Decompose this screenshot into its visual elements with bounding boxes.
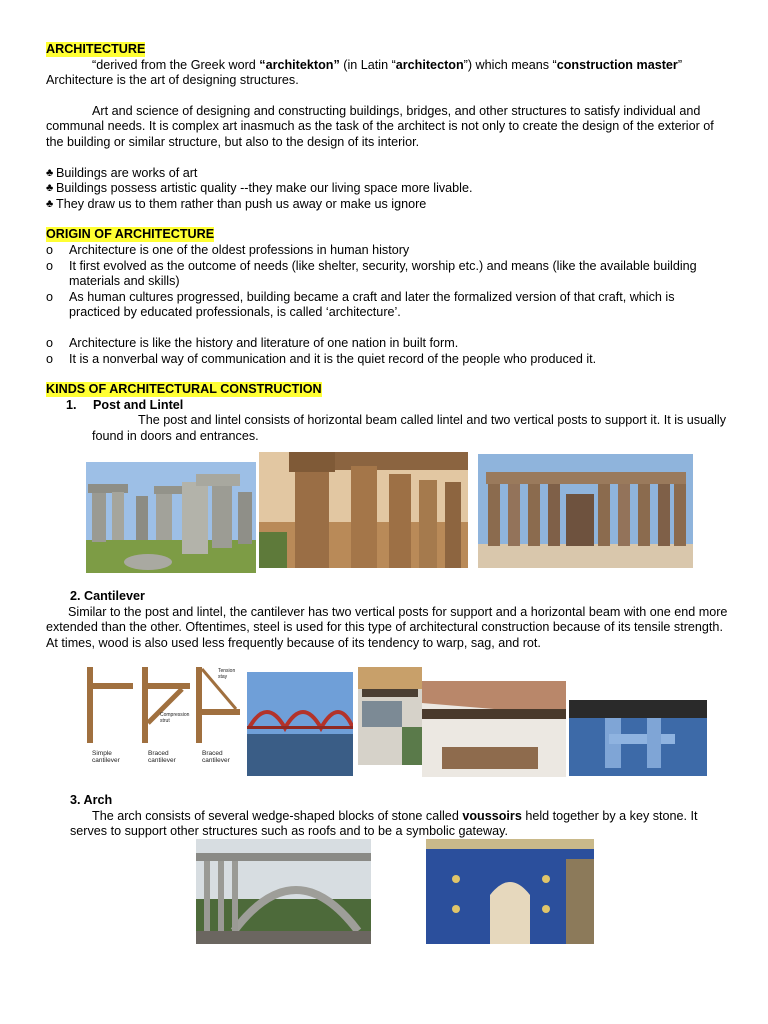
diagram-label: Braced cantilever bbox=[148, 750, 176, 764]
origin-list-b bbox=[46, 336, 726, 367]
section-architecture bbox=[46, 42, 726, 212]
list-item: o Architecture is one of the oldest professions in human history bbox=[46, 242, 410, 257]
egyptian-columns-photo bbox=[259, 452, 468, 568]
club-icon: ♣ bbox=[46, 166, 54, 179]
intro-paragraph: “derived from the Greek word “architekton” (in Latin “architecton”) which means “construction master” Architecture is the art of designing structures. bbox=[46, 57, 683, 88]
document-page bbox=[46, 42, 726, 444]
club-icon: ♣ bbox=[46, 197, 54, 210]
cantilever-title: 2. Cantilever bbox=[70, 589, 145, 603]
post-lintel-text: The post and lintel consists of horizontal beam called lintel and two vertical posts to support it. It is usually found in doors and entrances. bbox=[92, 413, 727, 443]
temple-colonnade-photo bbox=[478, 454, 693, 568]
arch-text: The arch consists of several wedge-shaped blocks of stone called voussoirs held together by a key stone. It serves to support other structures such as roofs and to be a symbolic gateway. bbox=[70, 808, 698, 839]
arch-title: 3. Arch bbox=[70, 793, 113, 807]
diagram-label: Braced cantilever bbox=[202, 750, 230, 764]
stonehenge-photo bbox=[86, 462, 256, 573]
definition-paragraph: Art and science of designing and constructing buildings, bridges, and other structures to satisfy individual and communal needs. It is complex art inasmuch as the task of the architect is not only to create the design of the exterior of the building or similar structure, but also to the design of its interior. bbox=[46, 103, 714, 149]
list-item: o As human cultures progressed, building became a craft and later the formalized version of that craft, which is practiced by educated professionals, is called ‘architecture’. bbox=[46, 289, 675, 320]
cantilever-house-photo bbox=[358, 667, 422, 765]
list-item: ♣ Buildings possess artistic quality --they make our living space more livable. bbox=[46, 181, 473, 196]
list-item: o It is a nonverbal way of communication and it is the quiet record of the people who produced it. bbox=[46, 351, 597, 366]
pool-reflection-photo bbox=[569, 700, 707, 776]
section-kinds bbox=[46, 382, 726, 444]
heading-kinds: KINDS OF ARCHITECTURAL CONSTRUCTION bbox=[46, 382, 322, 397]
list-item: o Architecture is like the history and literature of one nation in built form. bbox=[46, 335, 459, 350]
ishtar-gate-photo bbox=[426, 839, 594, 944]
cantilever-text: Similar to the post and lintel, the cantilever has two vertical posts for support and a horizontal beam with one end more extended than the other. Oftentimes, steel is used for this type of architectural construction because of its tensile strength. At times, wood is also used less frequently because of its tendency to warp, sag, and rot. bbox=[46, 604, 728, 650]
overhang-roof-photo bbox=[422, 681, 566, 777]
section-cantilever bbox=[46, 589, 730, 651]
section-origin bbox=[46, 227, 726, 367]
post-lintel-title: 1. Post and Lintel bbox=[66, 397, 184, 412]
arch-bridge-photo bbox=[196, 839, 371, 944]
club-icon: ♣ bbox=[46, 182, 54, 195]
heading-origin: ORIGIN OF ARCHITECTURE bbox=[46, 227, 215, 242]
diagram-note: Compression strut bbox=[160, 712, 190, 724]
heading-architecture: ARCHITECTURE bbox=[46, 42, 146, 56]
forth-bridge-photo bbox=[247, 672, 353, 776]
list-item: ♣ They draw us to them rather than push us away or make us ignore bbox=[46, 196, 427, 211]
origin-list-a bbox=[46, 243, 726, 321]
diagram-note: Tension stay bbox=[218, 668, 236, 680]
list-item: ♣ Buildings are works of art bbox=[46, 165, 198, 180]
list-item: o It first evolved as the outcome of needs (like shelter, security, worship etc.) and means (like the available building materials and skills) bbox=[46, 258, 697, 289]
diagram-label: Simple cantilever bbox=[92, 750, 120, 764]
section-arch bbox=[70, 793, 730, 840]
